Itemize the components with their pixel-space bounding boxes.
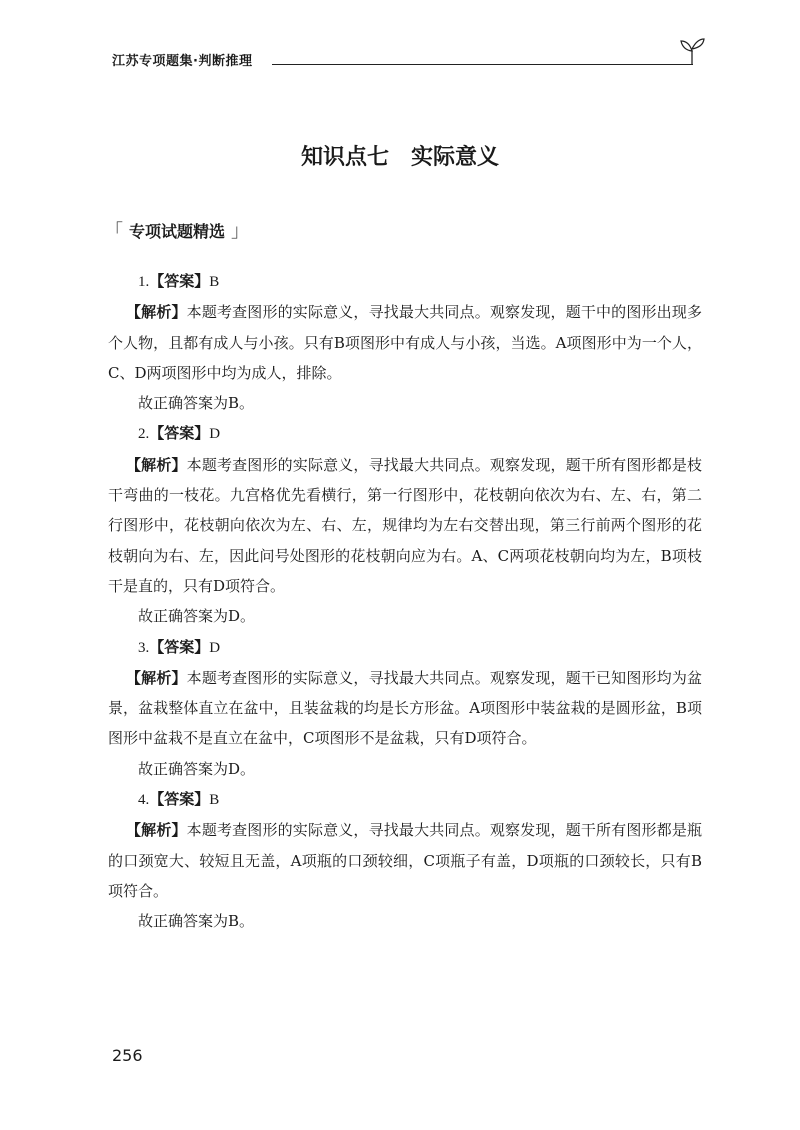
- answer-value: B: [209, 792, 220, 809]
- analysis-text: 本题考查图形的实际意义，寻找最大共同点。观察发现，题干中的图形出现多个人物，且都有成人与小孩。只有B项图形中有成人与小孩，当选。A项图形中为一个人，C、D两项图形中均为成人，排除。: [108, 303, 702, 382]
- analysis-1: [108, 297, 702, 388]
- header-rule: [272, 64, 693, 65]
- analysis-text: 本题考查图形的实际意义，寻找最大共同点。观察发现，题干所有图形都是枝干弯曲的一枝花。九宫格优先看横行，第一行图形中，花枝朝向依次为右、左、右，第二行图形中，花枝朝向依次为左、右、左，规律均为左右交替出现，第三行前两个图形的花枝朝向为右、左，因此问号处图形的花枝朝向应为右。A、C两项花枝朝向均为左，B项枝干是直的，只有D项符合。: [108, 455, 702, 595]
- analysis-text: 本题考查图形的实际意义，寻找最大共同点。观察发现，题干所有图形都是瓶的口颈宽大、较短且无盖，A项瓶的口颈较细，C项瓶子有盖，D项瓶的口颈较长，只有B项符合。: [108, 821, 702, 900]
- section-open-bracket: 「: [105, 221, 123, 242]
- section-heading: [105, 217, 249, 243]
- conclusion-1: 故正确答案为B。: [138, 394, 255, 413]
- conclusion-3: 故正确答案为D。: [138, 759, 256, 778]
- answer-number: 4.: [138, 792, 150, 809]
- section-close-bracket: 」: [231, 221, 250, 242]
- answer-value: B: [209, 274, 220, 290]
- answer-line-1: [108, 266, 702, 297]
- answer-number: 1.: [138, 274, 150, 290]
- answer-line-3: [108, 632, 702, 663]
- answer-label: 【答案】: [149, 424, 210, 443]
- analysis-label: 【解析】: [126, 668, 187, 687]
- answer-line-2: [108, 418, 702, 449]
- analysis-label: 【解析】: [126, 455, 187, 474]
- conclusion-2: 故正确答案为D。: [138, 607, 256, 626]
- answer-number: 3.: [138, 639, 150, 656]
- analysis-text: 本题考查图形的实际意义，寻找最大共同点。观察发现，题干已知图形均为盆景，盆栽整体直立在盆中，且装盆栽的均是长方形盆。A项图形中装盆栽的是圆形盆，B项图形中盆栽不是直立在盆中，C项图形不是盆栽，只有D项符合。: [108, 668, 702, 748]
- analysis-4: [108, 815, 702, 906]
- analysis-label: 【解析】: [126, 821, 187, 840]
- analysis-label: 【解析】: [126, 303, 187, 322]
- answer-label: 【答案】: [149, 272, 210, 290]
- section-label: 专项试题精选: [129, 221, 226, 241]
- running-header: [112, 50, 705, 74]
- answer-label: 【答案】: [149, 637, 210, 656]
- answer-label: 【答案】: [149, 790, 210, 809]
- analysis-2: [108, 450, 702, 601]
- answer-line-4: [108, 784, 702, 815]
- answer-value: D: [209, 639, 221, 656]
- sprout-icon: [679, 36, 705, 66]
- page-title: 知识点七 实际意义: [300, 145, 499, 170]
- answer-number: 2.: [138, 426, 150, 443]
- answer-content: [108, 266, 702, 937]
- answer-value: D: [209, 426, 221, 443]
- conclusion-4: 故正确答案为B。: [138, 912, 255, 931]
- header-title: 江苏专项题集·判断推理: [112, 54, 253, 69]
- analysis-3: [108, 663, 702, 754]
- page-number: 256: [112, 1046, 143, 1065]
